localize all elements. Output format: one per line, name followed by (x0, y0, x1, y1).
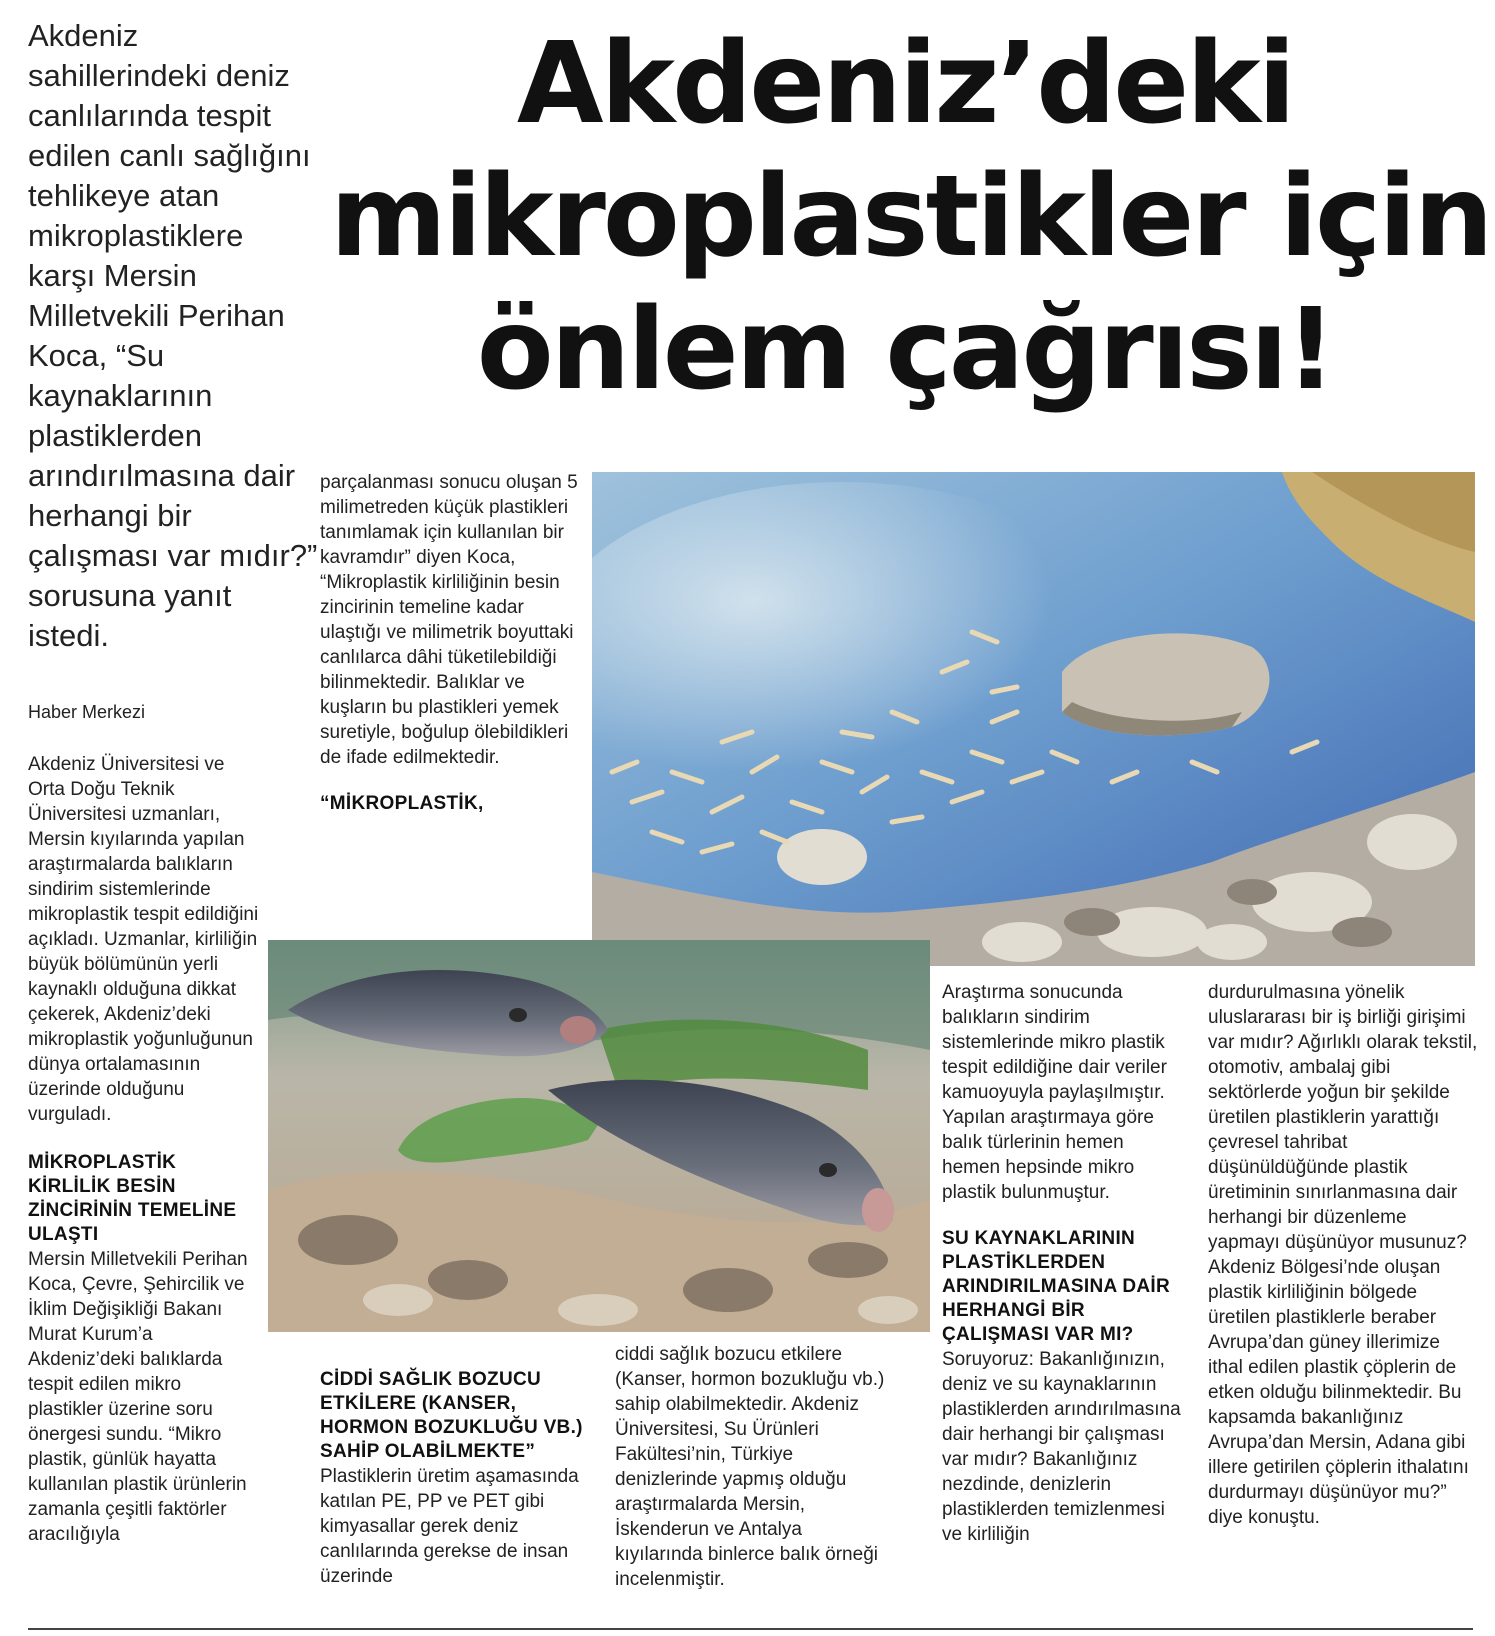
photo-water-scene (592, 472, 1475, 966)
column-5 (1208, 980, 1478, 1530)
lead-paragraph: Akdeniz sahillerindeki deniz canlılarında tespit edilen canlı sağlığını tehlikeye atan mikroplastiklere karşı Mersin Milletvekili Perihan Koca, “Su kaynaklarının plastiklerden arındırılmasına dair herhangi bir çalışması var mıdır?” sorusuna yanıt istedi. (28, 18, 318, 653)
column-4 (942, 980, 1182, 1547)
column-1-subheading: MİKROPLASTİK KİRLİLİK BESİN ZİNCİRİNİN TEMELİNE ULAŞTI (28, 1152, 237, 1245)
column-1-paragraph-2: Mersin Milletvekili Perihan Koca, Çevre, Şehircilik ve İklim Değişikliği Bakanı Murat Kurum’a Akdeniz’deki balıklarda tespit edilen mikro plastikler üzerine soru önergesi sundu. “Mikro plastik, günlük hayatta kullanılan plastik ürünlerin zamanla çeşitli faktörler aracılığıyla (28, 1249, 248, 1545)
photo-dead-fish-in-water (592, 472, 1475, 966)
bottom-rule (28, 1628, 1473, 1630)
column-2-paragraph-2: Plastiklerin üretim aşamasında katılan PE, PP ve PET gibi kimyasallar gerek deniz canlılarında gerekse de insan üzerinde (320, 1466, 579, 1587)
column-2-subheading-bottom: CİDDİ SAĞLIK BOZUCU ETKİLERE (KANSER, HORMON BOZUKLUĞU VB.) SAHİP OLABİLMEKTE” (320, 1369, 583, 1462)
byline: Haber Merkezi (28, 702, 146, 722)
column-4-paragraph-1: Araştırma sonucunda balıkların sindirim sistemlerinde mikro plastik tespit edildiğine dair veriler kamuoyuyla paylaşılmıştır. Yapılan araştırmaya göre balık türlerinin hemen hemen hepsinde mikro plastik bulunmuştur. (942, 982, 1167, 1203)
column-2-top (320, 470, 580, 816)
headline-line-2: mikroplastikler için (330, 152, 1491, 282)
column-1 (28, 752, 260, 1547)
column-1-paragraph-1: Akdeniz Üniversitesi ve Orta Doğu Teknik Üniversitesi uzmanları, Mersin kıyılarında yapılan araştırmalarda balıkların sindirim sistemlerinde mikroplastik tespit edildiğini açıkladı. Uzmanlar, kirliliğin büyük bölümünün yerli kaynaklı olduğuna dikkat çekerek, Akdeniz’deki mikroplastik yoğunluğunun dünya ortalamasının üzerinde olduğunu vurguladı. (28, 754, 259, 1125)
column-3 (615, 1342, 887, 1592)
headline-line-3: önlem çağrısı! (476, 285, 1334, 415)
photo-dead-fish-on-shore (268, 940, 930, 1332)
headline-line-1: Akdeniz’deki (516, 19, 1294, 149)
column-4-paragraph-2: Soruyoruz: Bakanlığınızın, deniz ve su kaynaklarının plastiklerden arındırılmasına dair herhangi bir çalışması var mıdır? Bakanlığınız nezdinde, denizlerin plastiklerden temizlenmesi ve kirliliğin (942, 1349, 1181, 1545)
photo-shore-scene (268, 940, 930, 1332)
column-4-subheading: SU KAYNAKLARININ PLASTİKLERDEN ARINDIRILMASINA DAİR HERHANGİ BİR ÇALIŞMASI VAR MI? (942, 1228, 1171, 1345)
column-2-bottom (320, 1368, 590, 1589)
column-3-paragraph-1: ciddi sağlık bozucu etkilere (Kanser, hormon bozukluğu vb.) sahip olabilmektedir. Akdeniz Üniversitesi, Su Ürünleri Fakültesi’nin, Türkiye denizlerinde yapmış olduğu araştırmalarda Mersin, İskenderun ve Antalya kıyılarında binlerce balık örneği incelenmiştir. (615, 1344, 885, 1590)
headline (330, 18, 1491, 417)
column-2-paragraph-1: parçalanması sonucu oluşan 5 milimetreden küçük plastikleri tanımlamak için kullanılan bir kavramdır” diyen Koca, “Mikroplastik kirliliğinin besin zincirinin temeline kadar ulaştığı ve milimetrik boyuttaki canlılarca dâhi tüketilebildiği bilinmektedir. Balıklar ve kuşların bu plastikleri yemek suretiyle, boğulup ölebildikleri de ifade edilmektedir. (320, 472, 578, 768)
column-5-paragraph-1: durdurulmasına yönelik uluslararası bir iş birliği girişimi var mıdır? Ağırlıklı olarak tekstil, otomotiv, ambalaj gibi sektörlerde yoğun bir şekilde üretilen plastiklerin yarattığı çevresel tahribat düşünüldüğünde plastik üretiminin sınırlanmasına dair herhangi bir düzenleme yapmayı düşünüyor musunuz? Akdeniz Bölgesi’nde oluşan plastik kirliliğinin bölgede üretilen plastiklerle beraber Avrupa’dan güney illerimize ithal edilen plastik çöplerin de etken olduğu bilinmektedir. Bu kapsamda bakanlığınız Avrupa’dan Mersin, Adana gibi illere getirilen çöplerin ithalatını durdurmayı düşünüyor mu?” diye konuştu. (1208, 982, 1478, 1528)
column-2-subheading-top: “MİKROPLASTİK, (320, 793, 484, 814)
